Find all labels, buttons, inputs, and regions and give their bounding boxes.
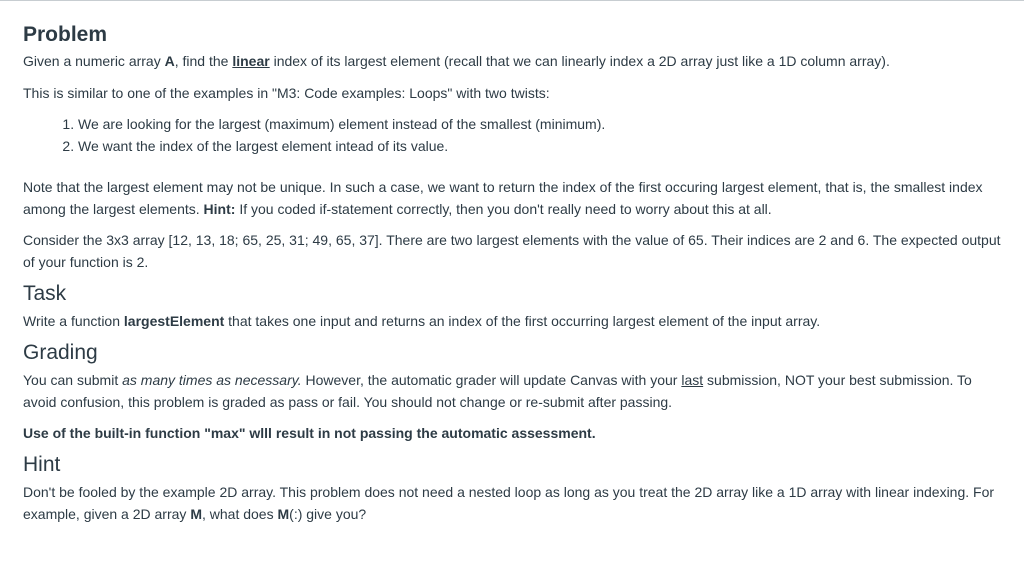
max-warning-text: Use of the built-in function "max" wlll result in not passing the automatic assessment. <box>23 425 596 441</box>
example-text: Consider the 3x3 array [12, 13, 18; 65, 25, 31; 49, 65, 37]. There are two largest elements with the value of 65. Their indices are 2 and 6. The expected output of your function is 2. <box>23 232 1001 270</box>
problem-heading: Problem <box>23 23 108 46</box>
grading-italic: as many times as necessary. <box>122 372 302 388</box>
grading-text <box>23 369 1008 413</box>
intro-text-2: , find the <box>174 53 233 69</box>
grading-heading: Grading <box>23 341 98 364</box>
array-m-label: M <box>190 506 202 522</box>
grading-text-3: submission, NOT your best submission. To avoid confusion, this problem is graded as pass or fail. You should not change or re-submit after passing. <box>23 372 972 410</box>
hint-label: Hint: <box>203 201 236 217</box>
task-text-1: Write a function <box>23 313 124 329</box>
note-text-2: If you coded if-statement correctly, then you don't really need to worry about this at all. <box>235 201 772 217</box>
task-text-2: that takes one input and returns an index of the first occurring largest element of the input array. <box>224 313 821 329</box>
grading-text-2: However, the automatic grader will update Canvas with your <box>301 372 682 388</box>
top-divider <box>0 0 1024 1</box>
array-m-colon-label: M <box>277 506 290 522</box>
hint-text <box>23 481 1008 525</box>
last-emphasis: last <box>681 372 704 388</box>
task-text <box>23 310 1008 332</box>
assignment-content <box>23 22 1008 525</box>
task-heading: Task <box>23 282 67 305</box>
twist-item-1: 1. We are looking for the largest (maximum) element instead of the smallest (minimum). <box>78 113 1008 135</box>
intro-text-1: Given a numeric array <box>23 53 165 69</box>
max-warning <box>23 422 1008 444</box>
function-name: largestElement <box>123 313 225 329</box>
linear-emphasis: linear <box>232 53 270 69</box>
twists-list <box>23 113 1008 157</box>
intro-text-3: index of its largest element (recall that we can linearly index a 2D array just like a 1D column array). <box>269 53 890 69</box>
note-text-1: Note that the largest element may not be unique. In such a case, we want to return the index of the first occuring largest element, that is, the smallest index among the largest elements. <box>23 179 983 217</box>
hint-text-3: (:) give you? <box>289 506 367 522</box>
uniqueness-note <box>23 176 1008 220</box>
twist-item-2: 2. We want the index of the largest element intead of its value. <box>78 135 1008 157</box>
problem-intro <box>23 50 1008 72</box>
array-a-label: A <box>164 53 175 69</box>
grading-text-1: You can submit <box>23 372 123 388</box>
hint-text-2: , what does <box>201 506 278 522</box>
hint-heading: Hint <box>23 453 61 476</box>
hint-text-1: Don't be fooled by the example 2D array. This problem does not need a nested loop as long as you treat the 2D array like a 1D array with linear indexing. For example, given a 2D array <box>23 484 995 522</box>
similar-text: This is similar to one of the examples in "M3: Code examples: Loops" with two twists: <box>23 85 550 101</box>
